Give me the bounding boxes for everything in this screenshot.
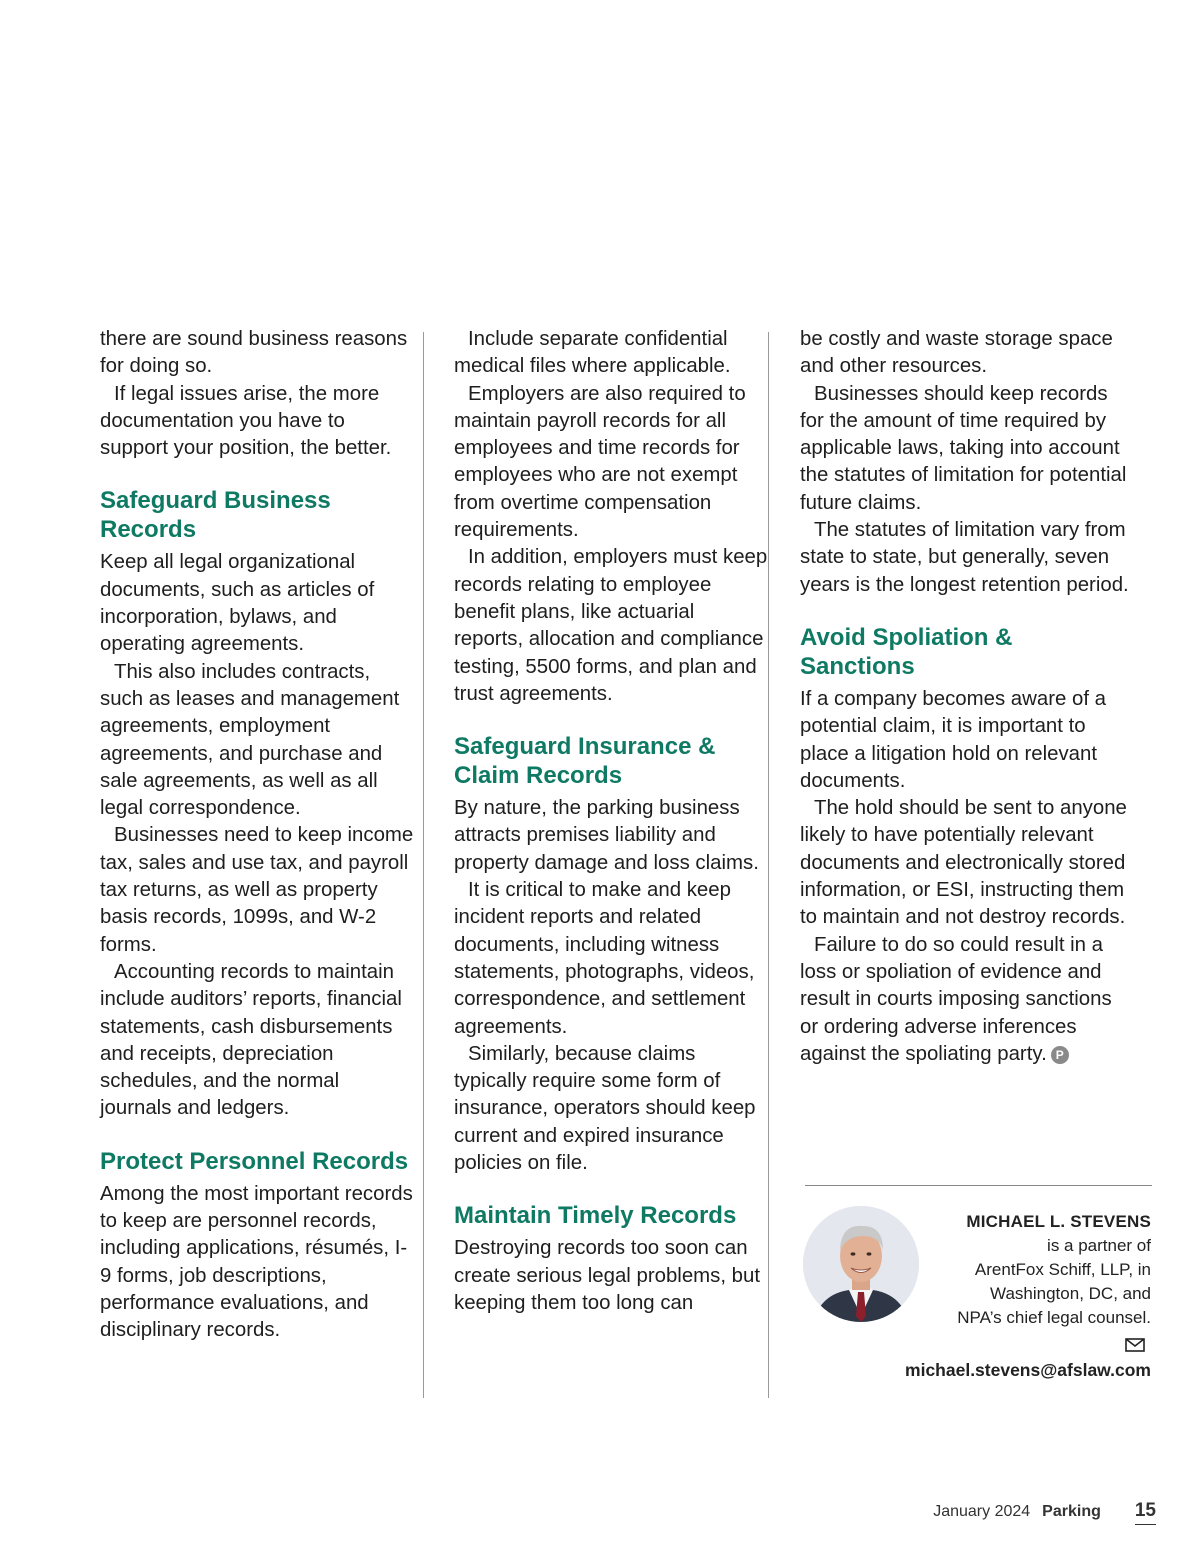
article-column-2: [454, 326, 769, 1317]
paragraph-text: This also includes contracts, such as leases and management agreements, employment agreements, and purchase and sale agreements, as well as all legal correspondence.: [100, 660, 400, 820]
paragraph-text: Include separate confidential medical files where applicable.: [454, 328, 731, 378]
paragraph: [800, 686, 1130, 795]
paragraph: [100, 381, 415, 463]
section-heading-text: Protect Personnel Records: [100, 1147, 409, 1175]
paragraph: [454, 877, 769, 1041]
paragraph-text: If legal issues arise, the more documentation you have to support your position, the better.: [100, 382, 392, 460]
paragraph-text: The statutes of limitation vary from state to state, but generally, seven years is the longest retention period.: [800, 519, 1129, 596]
section-heading: [800, 623, 1130, 681]
author-name: MICHAEL L. STEVENS: [966, 1212, 1151, 1231]
paragraph: [800, 517, 1130, 599]
section-heading: [100, 486, 415, 544]
parking-logo-icon: P: [1051, 1046, 1069, 1064]
issue-date: January 2024: [933, 1503, 1031, 1520]
paragraph: [800, 326, 1130, 381]
author-bio: [891, 1210, 1151, 1382]
column-divider: [423, 332, 424, 1398]
paragraph: [100, 1181, 415, 1345]
paragraph-text: If a company becomes aware of a potential claim, it is important to place a litigation hold on relevant documents.: [800, 687, 1107, 792]
section-heading-text: Avoid Spoliation & Sanctions: [800, 623, 1013, 680]
paragraph-text: Businesses should keep records for the amount of time required by applicable laws, taking into account the statutes of limitation for potential future claims.: [800, 382, 1127, 514]
paragraph: [100, 822, 415, 958]
paragraph-text: By nature, the parking business attracts premises liability and property damage and loss claims.: [454, 797, 759, 874]
section-heading-text: Maintain Timely Records: [454, 1202, 737, 1230]
author-bio-line: ArentFox Schiff, LLP, in: [974, 1260, 1151, 1279]
paragraph: [100, 549, 415, 658]
paragraph-text: Accounting records to maintain include auditors’ reports, financial statements, cash disbursements and receipts, depreciation schedules, and the normal journals and ledgers.: [100, 960, 402, 1120]
section-heading: [454, 732, 769, 790]
author-email[interactable]: michael.stevens@afslaw.com: [905, 1360, 1151, 1380]
paragraph-text: Employers are also required to maintain payroll records for all employees and time records for employees who are not exempt from overtime compensation requirements.: [454, 382, 746, 542]
paragraph-text: be costly and waste storage space and other resources.: [800, 328, 1113, 378]
paragraph: [800, 381, 1130, 517]
paragraph-text: Destroying records too soon can create serious legal problems, but keeping them too long can: [454, 1237, 761, 1314]
paragraph: [454, 326, 769, 381]
paragraph-text: Failure to do so could result in a loss or spoliation of evidence and result in courts imposing sanctions or ordering adverse inferences against the spoliating party.: [800, 933, 1112, 1065]
paragraph-text: The hold should be sent to anyone likely to have potentially relevant documents and electronically stored information, or ESI, instructing them to maintain and not destroy records.: [800, 797, 1127, 929]
paragraph-text: Similarly, because claims typically require some form of insurance, operators should keep current and expired insurance policies on file.: [454, 1042, 756, 1175]
page-number: 15: [1135, 1500, 1156, 1525]
paragraph-text: Businesses need to keep income tax, sales and use tax, and payroll tax returns, as well as property basis records, 1099s, and W-2 forms.: [100, 824, 414, 956]
paragraph: [454, 1041, 769, 1177]
section-heading: [454, 1201, 769, 1230]
article-column-3: [800, 326, 1130, 1068]
paragraph-text: Among the most important records to keep are personnel records, including applications, résumés, I-9 forms, job descriptions, performance evaluations, and disciplinary records.: [100, 1182, 413, 1342]
paragraph-text: Keep all legal organizational documents, such as articles of incorporation, bylaws, and operating agreements.: [100, 551, 375, 656]
column-divider: [768, 332, 769, 1398]
paragraph: [100, 659, 415, 823]
author-bio-divider: [805, 1185, 1152, 1186]
article-column-1: [100, 326, 415, 1345]
envelope-icon: [1125, 1334, 1145, 1358]
author-bio-line: is a partner of: [1047, 1236, 1151, 1255]
paragraph: [454, 795, 769, 877]
paragraph-text: It is critical to make and keep incident reports and related documents, including witness statements, photographs, videos, correspondence, and settlement agreements.: [454, 879, 755, 1038]
page-footer: [933, 1500, 1156, 1525]
paragraph: [800, 795, 1130, 931]
paragraph: [454, 381, 769, 545]
author-bio-line: NPA’s chief legal counsel.: [957, 1308, 1151, 1327]
magazine-name: Parking: [1042, 1503, 1101, 1520]
paragraph: [100, 959, 415, 1123]
section-heading: [100, 1147, 415, 1176]
paragraph: [454, 544, 769, 708]
paragraph: [100, 326, 415, 381]
paragraph: [454, 1235, 769, 1317]
author-email-link[interactable]: [891, 1332, 1151, 1382]
section-heading-text: Safeguard Business Records: [100, 487, 331, 544]
paragraph: [800, 932, 1130, 1068]
paragraph-text: there are sound business reasons for doing so.: [100, 328, 408, 378]
paragraph-text: In addition, employers must keep records relating to employee benefit plans, like actuarial reports, allocation and compliance testing, 5500 forms, and plan and trust agreements.: [454, 546, 768, 705]
author-bio-line: Washington, DC, and: [990, 1284, 1151, 1303]
section-heading-text: Safeguard Insurance & Claim Records: [454, 733, 716, 790]
